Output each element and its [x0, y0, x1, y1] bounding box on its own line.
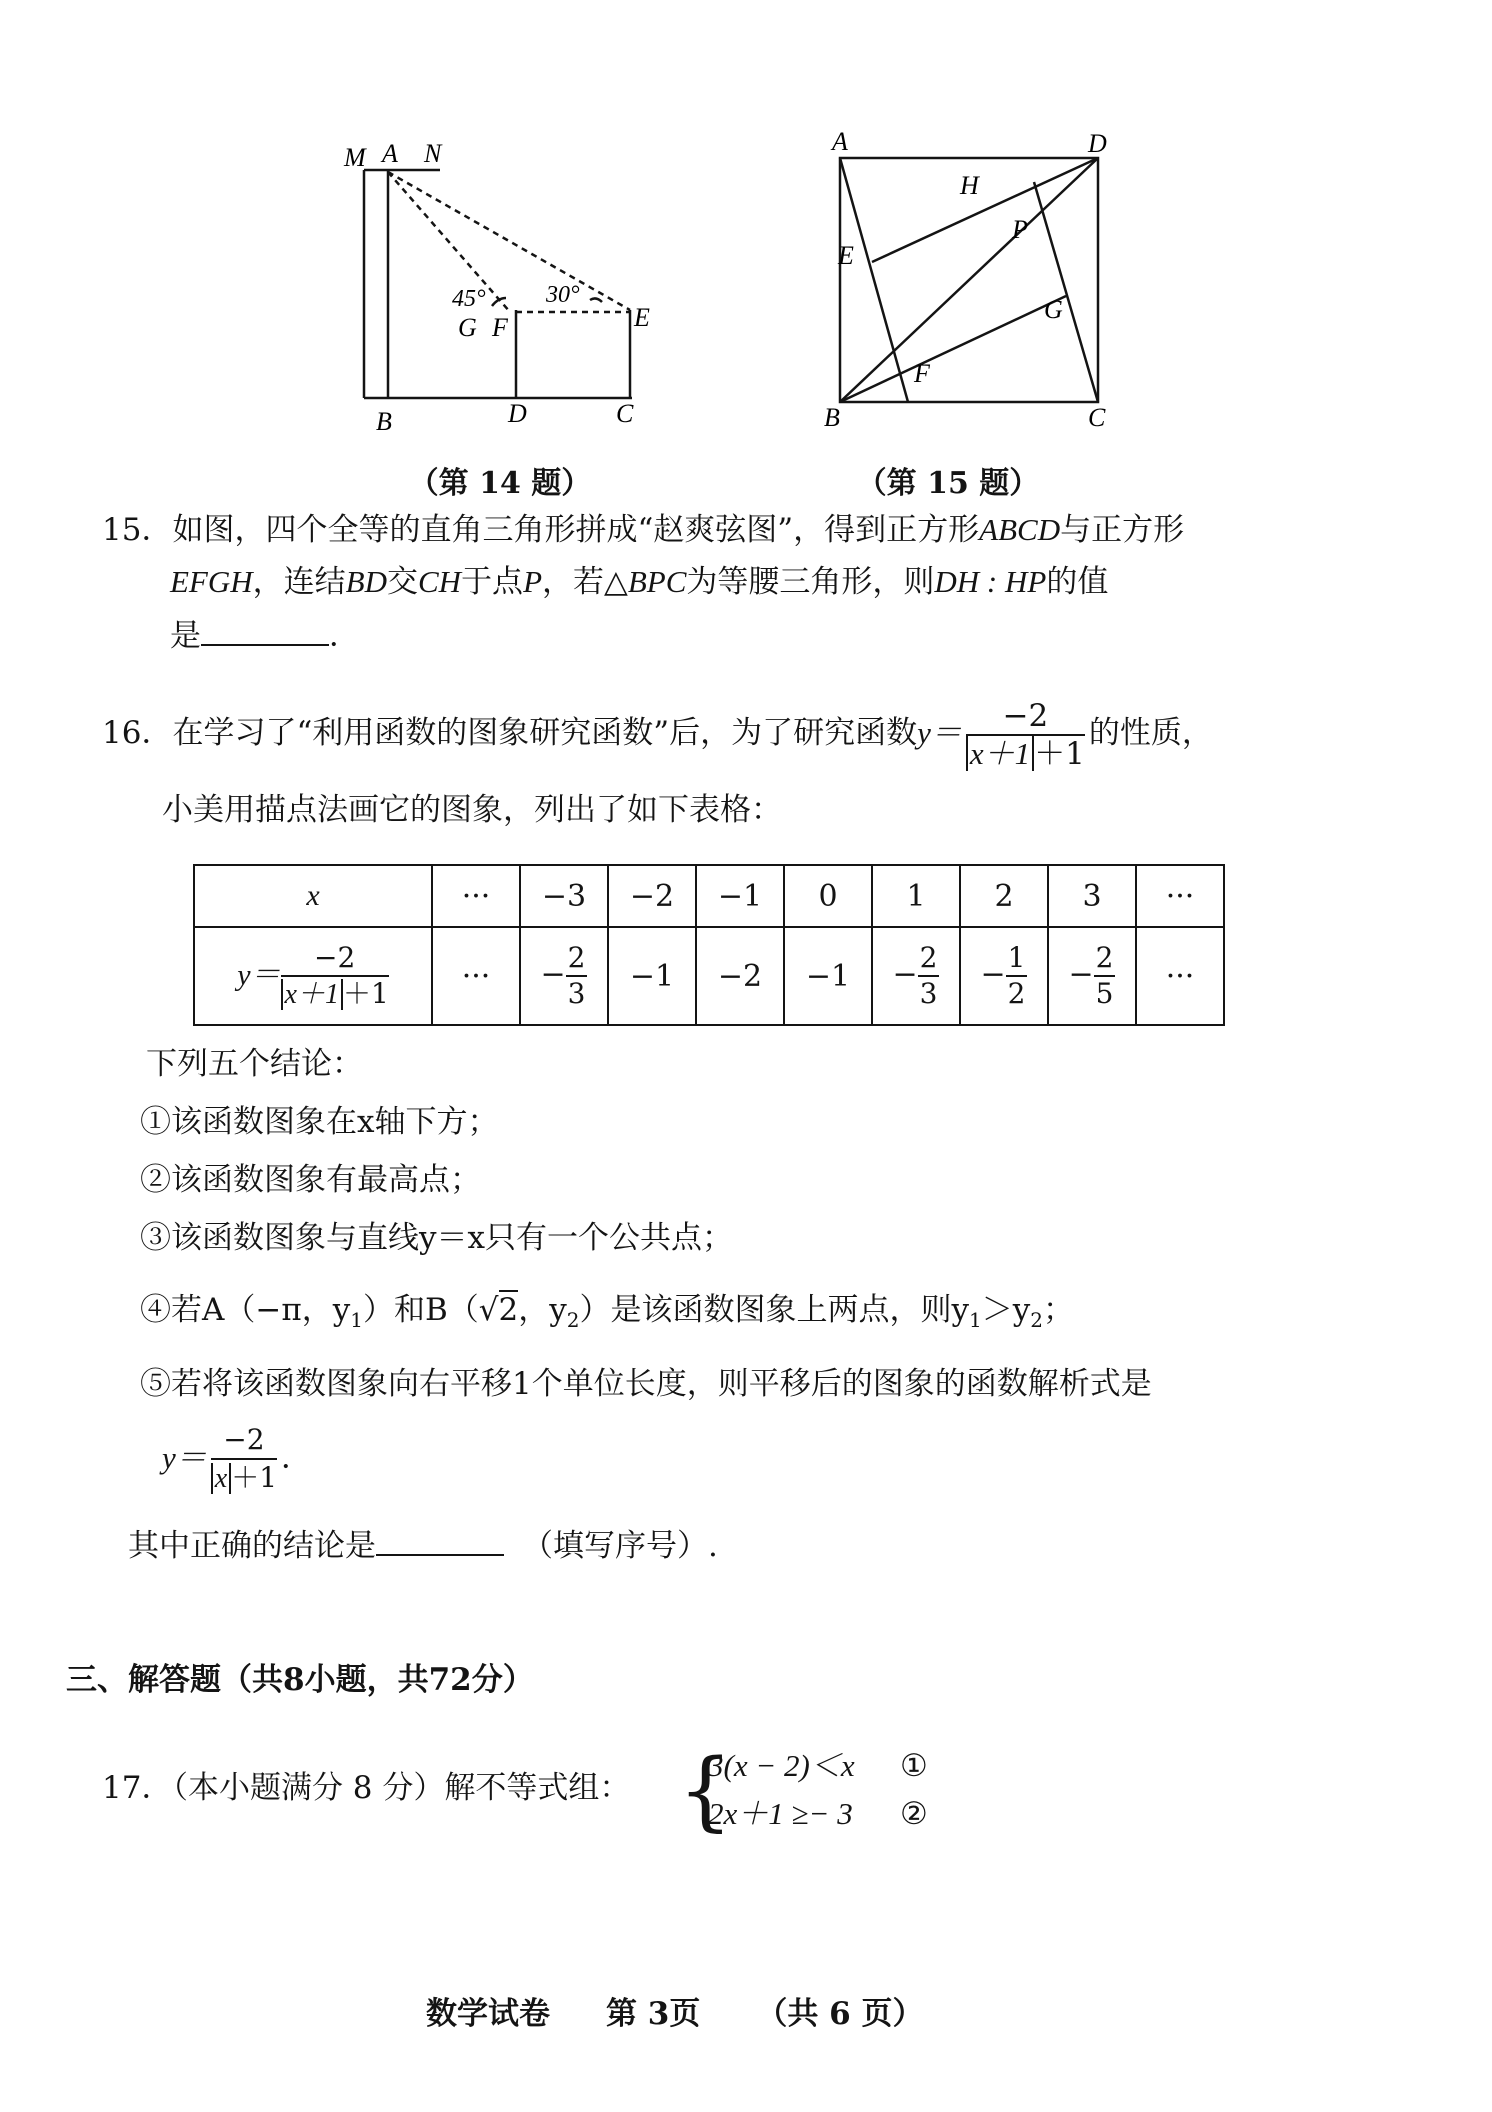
caption-fig15: （第 15 题）: [856, 466, 1040, 501]
q17-inequality-2: 2x＋1 ≥− 3: [708, 1796, 853, 1831]
table-cell: − $\frac{2}{3}$: [872, 927, 960, 1025]
table-cell: −1: [696, 865, 784, 927]
footer-page: 第 3页: [606, 1996, 701, 2032]
label-F: F: [492, 313, 508, 342]
table-cell: ···: [1136, 927, 1224, 1025]
label-B: B: [824, 403, 840, 432]
table-row-x: [194, 865, 1224, 927]
table-cell: ···: [432, 927, 520, 1025]
label-C: C: [1088, 403, 1106, 432]
table-cell: − $\frac{2}{5}$: [1048, 927, 1136, 1025]
table-cell: − $\frac{1}{2}$: [960, 927, 1048, 1025]
q15-number: 15．: [102, 512, 173, 548]
label-E: E: [838, 241, 854, 270]
table-cell: 2: [960, 865, 1048, 927]
table-cell: −3: [520, 865, 608, 927]
table-cell: ···: [432, 865, 520, 927]
q16-conclusion-1: ①该函数图象在x轴下方；: [140, 1104, 499, 1140]
footer-subject: 数学试卷: [426, 1996, 550, 2032]
q17-inequality-1: 3(x − 2)＜x: [708, 1748, 855, 1783]
table-cell: −2: [696, 927, 784, 1025]
label-P: P: [1012, 215, 1028, 244]
q16-line2: 小美用描点法画它的图象，列出了如下表格：: [162, 792, 782, 828]
q16-number: 16．: [102, 715, 173, 751]
q16-fraction: $\frac{-2}{x+1 +1}$: [966, 698, 1085, 772]
table-cell: 1: [872, 865, 960, 927]
label-G: G: [1044, 295, 1063, 324]
label-D: D: [1088, 129, 1107, 158]
values-table: [193, 864, 1225, 1026]
label-M: M: [344, 143, 366, 172]
label-H: H: [960, 171, 979, 200]
sqrt-symbol: √: [478, 1292, 499, 1328]
q17-mark-2: ②: [900, 1796, 928, 1832]
q15-line2: EFGH，连结BD交CH于点P，若△BPC为等腰三角形，则DH : HP的值: [170, 564, 1109, 600]
q16-conclusions-intro: 下列五个结论：: [146, 1046, 363, 1082]
figure-14: [340, 130, 680, 440]
q16-line1: 16．在学习了“利用函数的图象研究函数”后，为了研究函数y＝ $\frac{-2}{x+1 +1}$ 的性质，: [102, 697, 1213, 772]
footer-total: （共 6 页）: [756, 1996, 924, 2032]
label-D: D: [508, 399, 527, 428]
q16-conclusion-5-formula: y＝ $\frac{-2}{x +1}$ ．: [162, 1423, 313, 1494]
q17-brace: {: [678, 1741, 733, 1841]
label-E: E: [634, 303, 650, 332]
label-F: F: [914, 359, 930, 388]
figure-15: [810, 120, 1120, 440]
label-A: A: [832, 127, 848, 156]
q16-conclusion-5: ⑤若将该函数图象向右平移1个单位长度，则平移后的图象的函数解析式是: [140, 1366, 1152, 1402]
table-cell: −1: [608, 927, 696, 1025]
table-header-y: y＝ $\frac{-2}{x+1 +1}$: [194, 927, 432, 1025]
q16-answer-line: 其中正确的结论是 （填写序号）.: [128, 1524, 718, 1566]
q16-answer-blank[interactable]: [376, 1524, 504, 1556]
q16-conclusion-2: ②该函数图象有最高点；: [140, 1162, 481, 1198]
q15-line3: 是 ．: [170, 614, 360, 656]
footer: [426, 1994, 924, 2034]
table-header-x: x: [194, 865, 432, 927]
label-B: B: [376, 407, 392, 436]
caption-fig14: （第 14 题）: [408, 466, 592, 501]
table-cell: −1: [784, 927, 872, 1025]
table-cell: ···: [1136, 865, 1224, 927]
q15-line1: 15．如图，四个全等的直角三角形拼成“赵爽弦图”，得到正方形ABCD与正方形: [102, 512, 1185, 548]
q16-conclusion-4: ④若A（−π，$y_1$）和B（√2，$y_2$）是该函数图象上两点，则$y_1>y_2$；: [140, 1292, 1075, 1333]
q15-answer-blank[interactable]: [201, 614, 329, 646]
table-cell: 3: [1048, 865, 1136, 927]
section-3-title: 三、解答题（共8小题，共72分）: [66, 1662, 534, 1698]
label-C: C: [616, 399, 634, 428]
label-N: N: [424, 139, 442, 168]
q16-conclusion-3: ③该函数图象与直线y＝x只有一个公共点；: [140, 1220, 733, 1256]
label-A: A: [382, 139, 398, 168]
q17-text: 17．（本小题满分 8 分）解不等式组：: [102, 1770, 631, 1806]
angle-30: 30°: [546, 282, 580, 308]
angle-45: 45°: [452, 286, 486, 312]
label-G: G: [458, 313, 477, 342]
table-cell: −2: [608, 865, 696, 927]
table-cell: − $\frac{2}{3}$: [520, 927, 608, 1025]
table-row-y: [194, 927, 1224, 1025]
q17-mark-1: ①: [900, 1748, 928, 1784]
table-cell: 0: [784, 865, 872, 927]
